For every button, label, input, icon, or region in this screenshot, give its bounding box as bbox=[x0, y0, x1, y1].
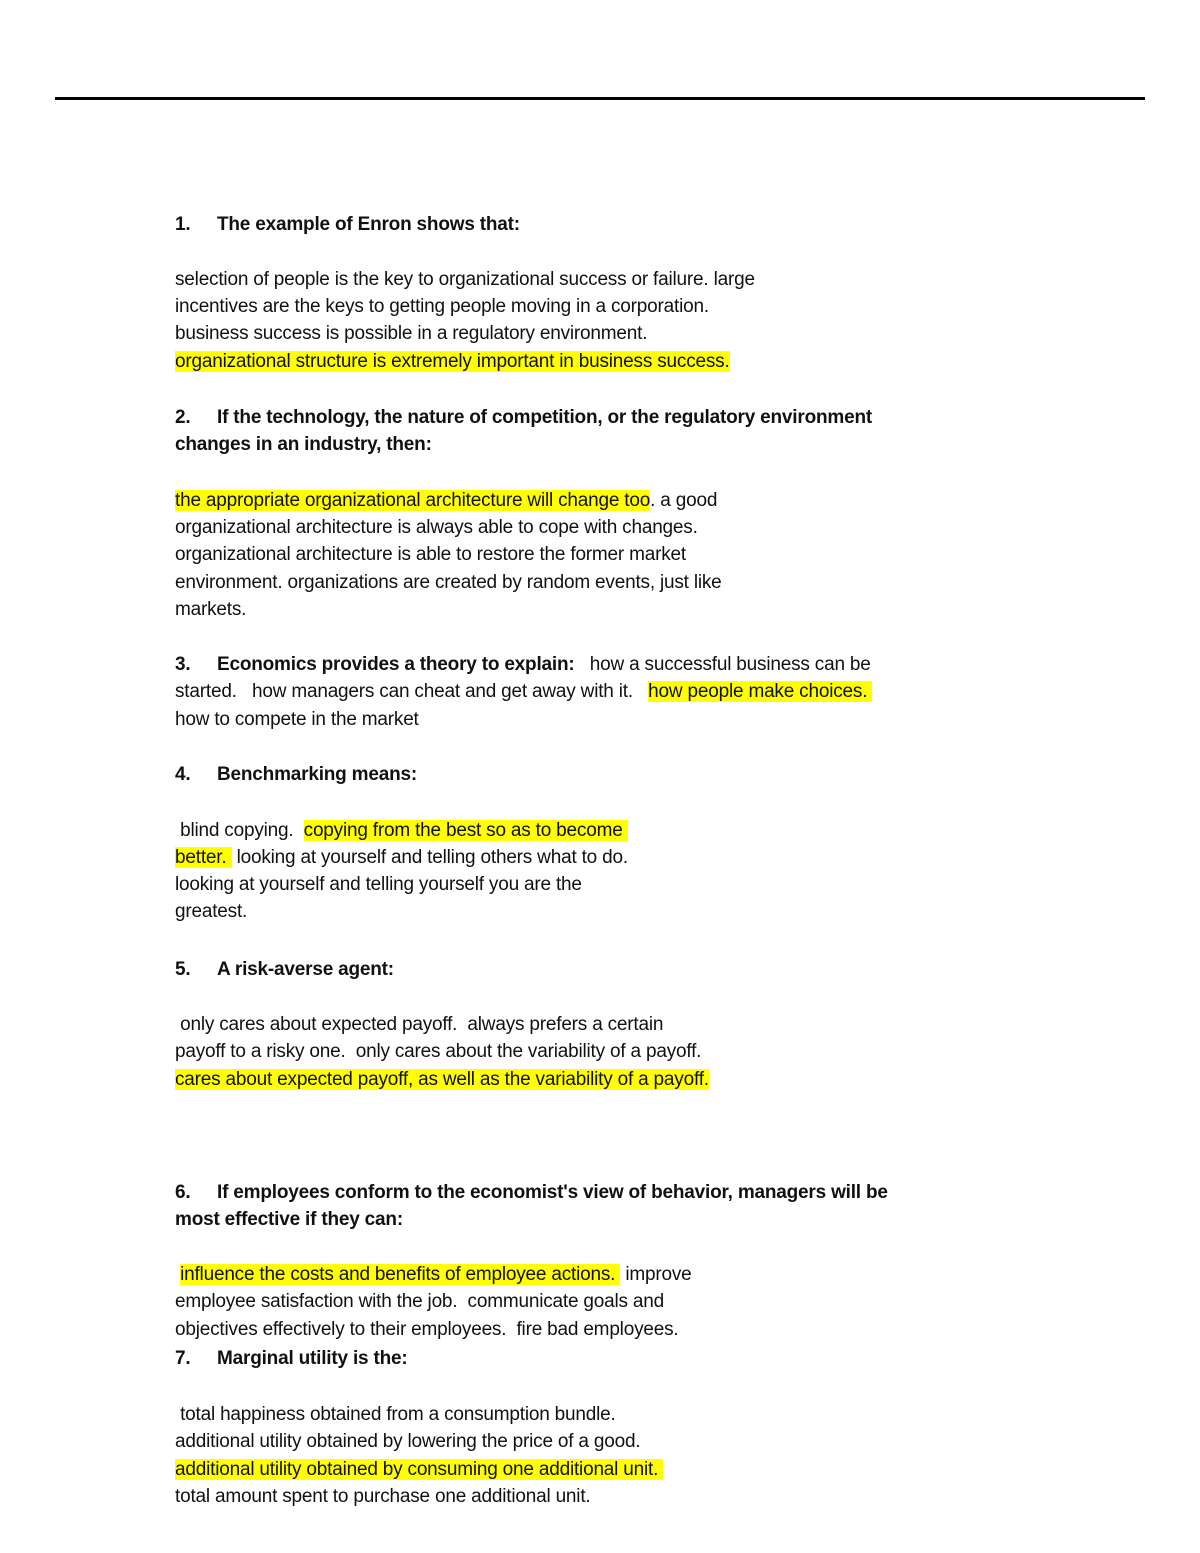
answer-text: . a good bbox=[650, 490, 718, 511]
answer-text: additional utility obtained by lowering the price of a good. bbox=[175, 1431, 641, 1452]
answer-text: business success is possible in a regulatory environment. bbox=[175, 323, 648, 344]
answer-text: objectives effectively to their employees. fire bad employees. bbox=[175, 1319, 679, 1340]
correct-answer-highlight: copying from the best so as to become bbox=[303, 820, 628, 841]
question-1-heading bbox=[175, 211, 520, 238]
question-6-heading-cont bbox=[175, 1206, 403, 1233]
answer-text: started. how managers can cheat and get away with it. bbox=[175, 681, 649, 702]
answer-text: selection of people is the key to organizational success or failure. large bbox=[175, 269, 755, 290]
answer-text: markets. bbox=[175, 599, 247, 620]
answer-text: employee satisfaction with the job. communicate goals and bbox=[175, 1291, 665, 1312]
answer-text: organizational architecture is able to restore the former market bbox=[175, 544, 686, 565]
answer-line bbox=[175, 293, 709, 320]
correct-answer-highlight: how people make choices. bbox=[648, 681, 873, 702]
answer-text: total happiness obtained from a consumption bundle. bbox=[175, 1404, 616, 1425]
question-text: A risk-averse agent: bbox=[217, 959, 394, 980]
answer-line bbox=[175, 1401, 616, 1428]
answer-text: organizational architecture is always able to cope with changes. bbox=[175, 517, 698, 538]
question-number: 7. bbox=[175, 1348, 191, 1369]
question-text: If employees conform to the economist's view of behavior, managers will be bbox=[217, 1182, 888, 1203]
answer-line bbox=[175, 1261, 692, 1288]
correct-answer-highlight: additional utility obtained by consuming one additional unit. bbox=[175, 1459, 664, 1480]
answer-line bbox=[175, 817, 628, 844]
question-5-heading bbox=[175, 956, 394, 983]
answer-line bbox=[175, 1288, 664, 1315]
question-text: changes in an industry, then: bbox=[175, 434, 432, 455]
answer-text: how a successful business can be bbox=[574, 654, 871, 675]
correct-answer-highlight: influence the costs and benefits of employee actions. bbox=[180, 1264, 621, 1285]
correct-answer-highlight: the appropriate organizational architecture will change too bbox=[175, 490, 651, 511]
answer-text: looking at yourself and telling others what to do. bbox=[231, 847, 628, 868]
answer-line bbox=[175, 844, 628, 871]
answer-line bbox=[175, 1066, 709, 1093]
answer-text: blind copying. bbox=[175, 820, 304, 841]
answer-line bbox=[175, 320, 647, 347]
answer-line bbox=[175, 871, 582, 898]
question-2-heading bbox=[175, 404, 872, 431]
answer-line bbox=[175, 1316, 678, 1343]
answer-line bbox=[175, 706, 419, 733]
answer-text: only cares about expected payoff. always prefers a certain bbox=[175, 1014, 664, 1035]
question-3-heading bbox=[175, 651, 871, 678]
answer-line bbox=[175, 1428, 640, 1455]
question-number: 5. bbox=[175, 959, 191, 980]
answer-line bbox=[175, 266, 755, 293]
answer-text: payoff to a risky one. only cares about the variability of a payoff. bbox=[175, 1041, 702, 1062]
question-text: most effective if they can: bbox=[175, 1209, 403, 1230]
answer-text: environment. organizations are created by random events, just like bbox=[175, 572, 722, 593]
question-text: If the technology, the nature of competition, or the regulatory environment bbox=[217, 407, 872, 428]
question-text: Economics provides a theory to explain: bbox=[217, 654, 575, 675]
answer-line bbox=[175, 898, 247, 925]
answer-line bbox=[175, 596, 246, 623]
question-number: 1. bbox=[175, 214, 191, 235]
answer-text: how to compete in the market bbox=[175, 709, 419, 730]
answer-line bbox=[175, 678, 872, 705]
question-text: Marginal utility is the: bbox=[217, 1348, 408, 1369]
answer-text: looking at yourself and telling yourself you are the bbox=[175, 874, 582, 895]
question-text: The example of Enron shows that: bbox=[217, 214, 520, 235]
answer-line bbox=[175, 1483, 590, 1510]
answer-line bbox=[175, 569, 722, 596]
question-7-heading bbox=[175, 1345, 408, 1372]
answer-line bbox=[175, 541, 686, 568]
question-4-heading bbox=[175, 761, 417, 788]
question-6-heading bbox=[175, 1179, 888, 1206]
answer-line bbox=[175, 348, 730, 375]
question-2-heading-cont bbox=[175, 431, 432, 458]
correct-answer-highlight: organizational structure is extremely important in business success. bbox=[175, 351, 730, 372]
answer-line bbox=[175, 1038, 701, 1065]
answer-line bbox=[175, 514, 698, 541]
question-number: 3. bbox=[175, 654, 191, 675]
answer-text: improve bbox=[620, 1264, 692, 1285]
answer-line bbox=[175, 487, 717, 514]
question-number: 4. bbox=[175, 764, 191, 785]
header-rule bbox=[55, 97, 1145, 100]
answer-line bbox=[175, 1456, 663, 1483]
question-text: Benchmarking means: bbox=[217, 764, 417, 785]
answer-text: total amount spent to purchase one additional unit. bbox=[175, 1486, 591, 1507]
answer-line bbox=[175, 1011, 663, 1038]
correct-answer-highlight: cares about expected payoff, as well as the variability of a payoff. bbox=[175, 1069, 709, 1090]
question-number: 2. bbox=[175, 407, 191, 428]
answer-text: greatest. bbox=[175, 901, 248, 922]
question-number: 6. bbox=[175, 1182, 191, 1203]
answer-text: incentives are the keys to getting people moving in a corporation. bbox=[175, 296, 709, 317]
correct-answer-highlight: better. bbox=[175, 847, 232, 868]
